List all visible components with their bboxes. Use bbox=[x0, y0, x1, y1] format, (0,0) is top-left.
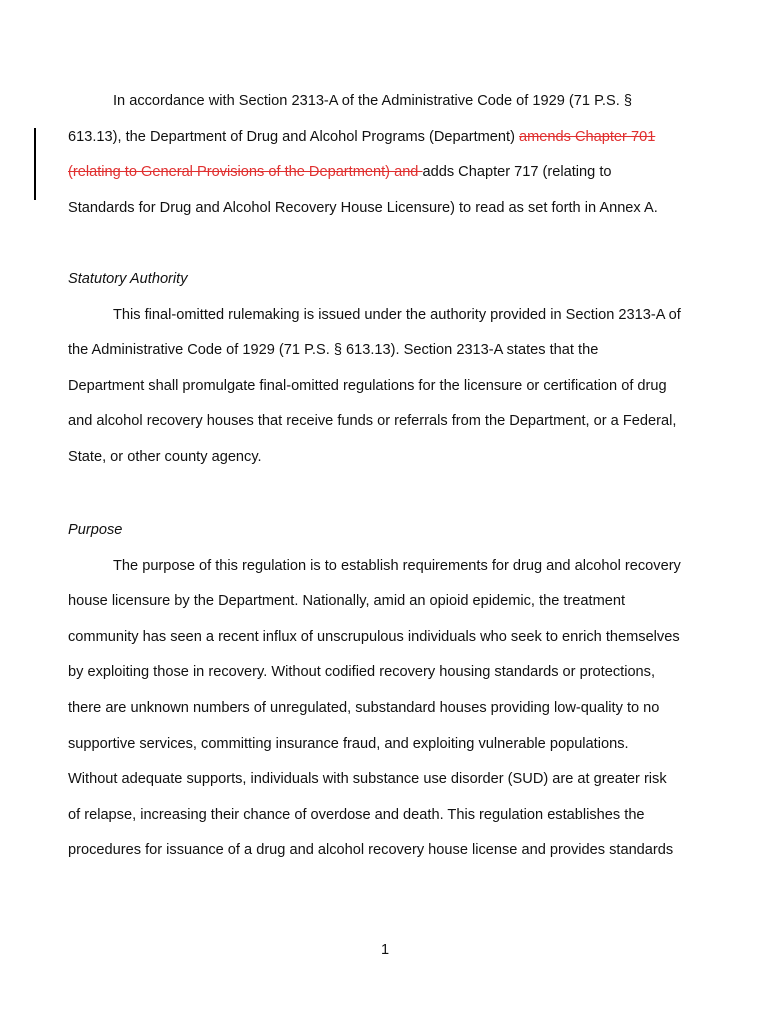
statutory-line-4: and alcohol recovery houses that receive funds or referrals from the Department, or a Federal, bbox=[68, 413, 677, 430]
purpose-line-4: by exploiting those in recovery. Without codified recovery housing standards or protections, bbox=[68, 664, 656, 681]
intro-line-2 bbox=[68, 120, 708, 156]
purpose-heading: Purpose bbox=[68, 522, 123, 538]
statutory-authority-section bbox=[68, 262, 708, 476]
intro-paragraph bbox=[68, 84, 708, 226]
purpose-line-7: Without adequate supports, individuals with substance use disorder (SUD) are at greater risk bbox=[68, 771, 667, 788]
statutory-authority-heading: Statutory Authority bbox=[68, 271, 188, 287]
statutory-line-5: State, or other county agency. bbox=[68, 448, 262, 465]
purpose-line-8: of relapse, increasing their chance of overdose and death. This regulation establishes the bbox=[68, 806, 645, 823]
purpose-section bbox=[68, 513, 708, 869]
revision-change-bar bbox=[34, 128, 36, 200]
statutory-line-2: the Administrative Code of 1929 (71 P.S. § 613.13). Section 2313-A states that the bbox=[68, 342, 599, 359]
purpose-line-9: procedures for issuance of a drug and alcohol recovery house license and provides standards bbox=[68, 842, 674, 859]
purpose-line-2: house licensure by the Department. Nationally, amid an opioid epidemic, the treatment bbox=[68, 593, 626, 610]
intro-line-3 bbox=[68, 155, 708, 191]
intro-line-2-text: 613.13), the Department of Drug and Alcohol Programs (Department) bbox=[68, 128, 520, 145]
deleted-text-2: (relating to General Provisions of the Department) and bbox=[68, 164, 423, 181]
statutory-line-3: Department shall promulgate final-omitted regulations for the licensure or certification of drug bbox=[68, 377, 667, 394]
intro-line-3-text: adds Chapter 717 (relating to bbox=[422, 164, 612, 181]
purpose-line-1: The purpose of this regulation is to establish requirements for drug and alcohol recovery bbox=[113, 557, 681, 574]
purpose-line-5: there are unknown numbers of unregulated, substandard houses providing low-quality to no bbox=[68, 699, 660, 716]
deleted-text-1: amends Chapter 701 bbox=[519, 128, 656, 145]
intro-line-1: In accordance with Section 2313-A of the Administrative Code of 1929 (71 P.S. § bbox=[113, 93, 632, 109]
statutory-line-1: This final-omitted rulemaking is issued under the authority provided in Section 2313-A of bbox=[113, 306, 681, 323]
purpose-line-3: community has seen a recent influx of unscrupulous individuals who seek to enrich themselves bbox=[68, 628, 680, 645]
intro-line-4: Standards for Drug and Alcohol Recovery House Licensure) to read as set forth in Annex A. bbox=[68, 199, 658, 216]
purpose-line-6: supportive services, committing insurance fraud, and exploiting vulnerable populations. bbox=[68, 735, 629, 752]
page-number: 1 bbox=[380, 942, 390, 958]
